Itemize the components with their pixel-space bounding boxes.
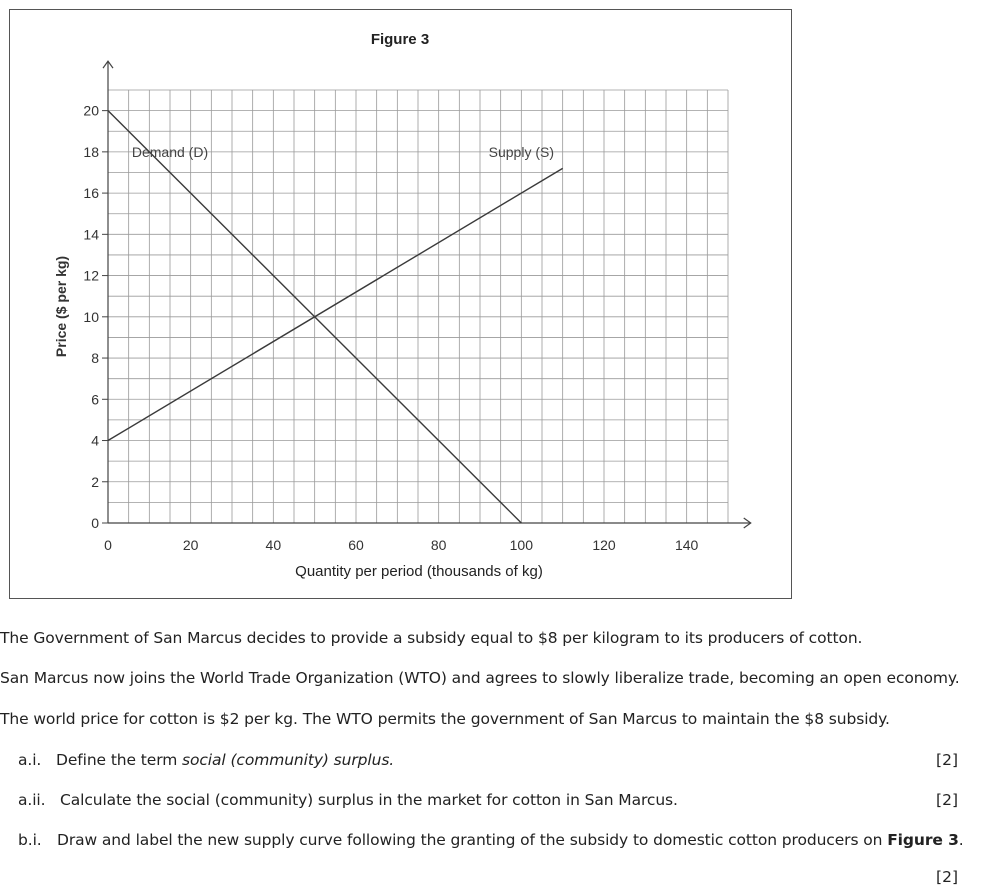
y-tick-label: 12 [83, 267, 99, 284]
y-tick-label: 8 [91, 350, 99, 367]
figure-frame [9, 9, 792, 599]
question-ai-label: a.i. [18, 751, 42, 769]
y-tick-label: 14 [83, 226, 99, 243]
y-tick-label: 18 [83, 143, 99, 160]
intro-text-1: The Government of San Marcus decides to provide a subsidy equal to $8 per kilogram to its producers of cotton. [0, 629, 863, 647]
y-tick-label: 16 [83, 185, 99, 202]
x-tick-label: 20 [182, 537, 199, 553]
question-bi-label: b.i. [18, 831, 42, 849]
x-tick-label: 80 [430, 537, 447, 553]
question-bi-suffix: . [958, 831, 964, 849]
x-tick-label: 0 [104, 537, 112, 553]
demand-label: Demand (D) [131, 143, 209, 160]
y-tick-label: 6 [91, 391, 99, 408]
question-ai-term: social (community) surplus. [182, 751, 395, 769]
question-ai-prefix: Define the term [56, 751, 183, 769]
y-tick-label: 2 [91, 473, 99, 490]
x-axis-label: Quantity per period (thousands of kg) [295, 563, 543, 580]
intro-text-2: San Marcus now joins the World Trade Organization (WTO) and agrees to slowly liberalize trade, becoming an open economy. [0, 669, 960, 687]
chart-title: Figure 3 [370, 31, 430, 48]
supply-demand-chart [10, 10, 793, 600]
y-tick-label: 20 [83, 102, 99, 119]
y-tick-label: 10 [83, 308, 99, 325]
question-bi-marks: [2] [936, 868, 958, 886]
y-axis-label: Price ($ per kg) [53, 255, 69, 358]
question-aii-marks: [2] [936, 791, 958, 809]
question-bi-text [57, 831, 964, 849]
x-tick-label: 40 [265, 537, 282, 553]
y-tick-label: 4 [91, 432, 99, 449]
supply-label: Supply (S) [488, 143, 555, 160]
x-tick-label: 120 [592, 537, 616, 553]
y-tick-label: 0 [91, 515, 99, 531]
question-aii-label: a.ii. [18, 791, 46, 809]
x-tick-label: 140 [674, 537, 699, 553]
question-ai-text [56, 751, 394, 769]
question-bi-prefix: Draw and label the new supply curve following the granting of the subsidy to domestic cotton producers on [57, 831, 888, 849]
question-ai-marks: [2] [936, 751, 958, 769]
question-aii-text: Calculate the social (community) surplus in the market for cotton in San Marcus. [60, 791, 678, 809]
question-bi-bold: Figure 3 [887, 831, 959, 849]
intro-text-3: The world price for cotton is $2 per kg. The WTO permits the government of San Marcus to maintain the $8 subsidy. [0, 710, 890, 728]
x-tick-label: 100 [509, 537, 534, 553]
x-tick-label: 60 [348, 537, 364, 553]
